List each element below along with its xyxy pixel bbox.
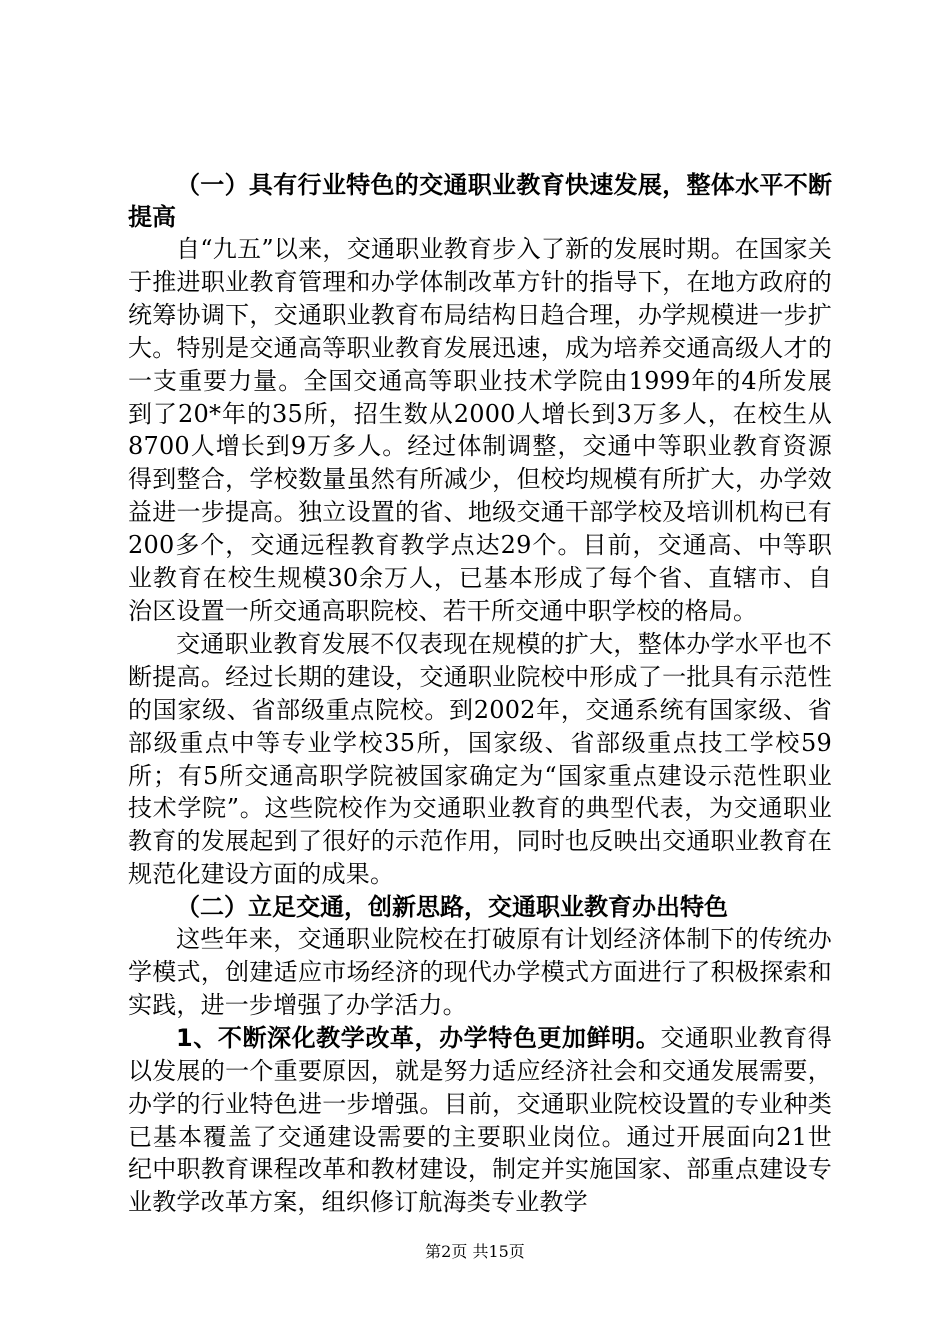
section-heading-2: （二）立足交通，创新思路，交通职业教育办出特色 bbox=[176, 893, 728, 922]
item-1-text: 交通职业教育得以发展的一个重要原因，就是努力适应经济社会和交通发展需要，办学的行业特色进一步增强。目前，交通职业院校设置的专业种类已基本覆盖了交通建设需要的主要职业岗位。通过开展面向21世纪中职教育课程改革和教材建设，制定并实施国家、部重点建设专业教学改革方案，组织修订航海类专业教学 bbox=[128, 1023, 832, 1217]
paragraph-school-reform: 这些年来，交通职业院校在打破原有计划经济体制下的传统办学模式，创建适应市场经济的现代办学模式方面进行了积极探索和实践，进一步增强了办学活力。 bbox=[128, 925, 832, 1019]
paragraph-overall-level: 交通职业教育发展不仅表现在规模的扩大，整体办学水平也不断提高。经过长期的建设，交通职业院校中形成了一批具有示范性的国家级、省部级重点院校。到2002年，交通系统有国家级、省部级重点中等专业学校35所，国家级、省部级重点技工学校59所；有5所交通高职学院被国家确定为“国家重点建设示范性职业技术学院”。这些院校作为交通职业教育的典型代表，为交通职业教育的发展起到了很好的示范作用，同时也反映出交通职业教育在规范化建设方面的成果。 bbox=[128, 629, 832, 889]
document-body bbox=[128, 169, 832, 1219]
section-heading-1: （一）具有行业特色的交通职业教育快速发展，整体水平不断提高 bbox=[128, 171, 832, 231]
paragraph-development-history: 自“九五”以来，交通职业教育步入了新的发展时期。在国家关于推进职业教育管理和办学体制改革方针的指导下，在地方政府的统筹协调下，交通职业教育布局结构日趋合理，办学规模进一步扩大。特别是交通高等职业教育发展迅速，成为培养交通高级人才的一支重要力量。全国交通高等职业技术学院由1999年的4所发展到了20*年的35所，招生数从2000人增长到3万多人，在校生从8700人增长到9万多人。经过体制调整，交通中等职业教育资源得到整合，学校数量虽然有所减少，但校均规模有所扩大，办学效益进一步提高。独立设置的省、地级交通干部学校及培训机构已有200多个，交通远程教育教学点达29个。目前，交通高、中等职业教育在校生规模30余万人，已基本形成了每个省、直辖市、自治区设置一所交通高职院校、若干所交通中职学校的格局。 bbox=[128, 235, 832, 625]
paragraph-teaching-reform bbox=[128, 1022, 832, 1219]
item-1-lead: 1、不断深化教学改革，办学特色更加鲜明。 bbox=[176, 1023, 661, 1052]
page-number-footer: 第2页 共15页 bbox=[425, 1242, 525, 1261]
